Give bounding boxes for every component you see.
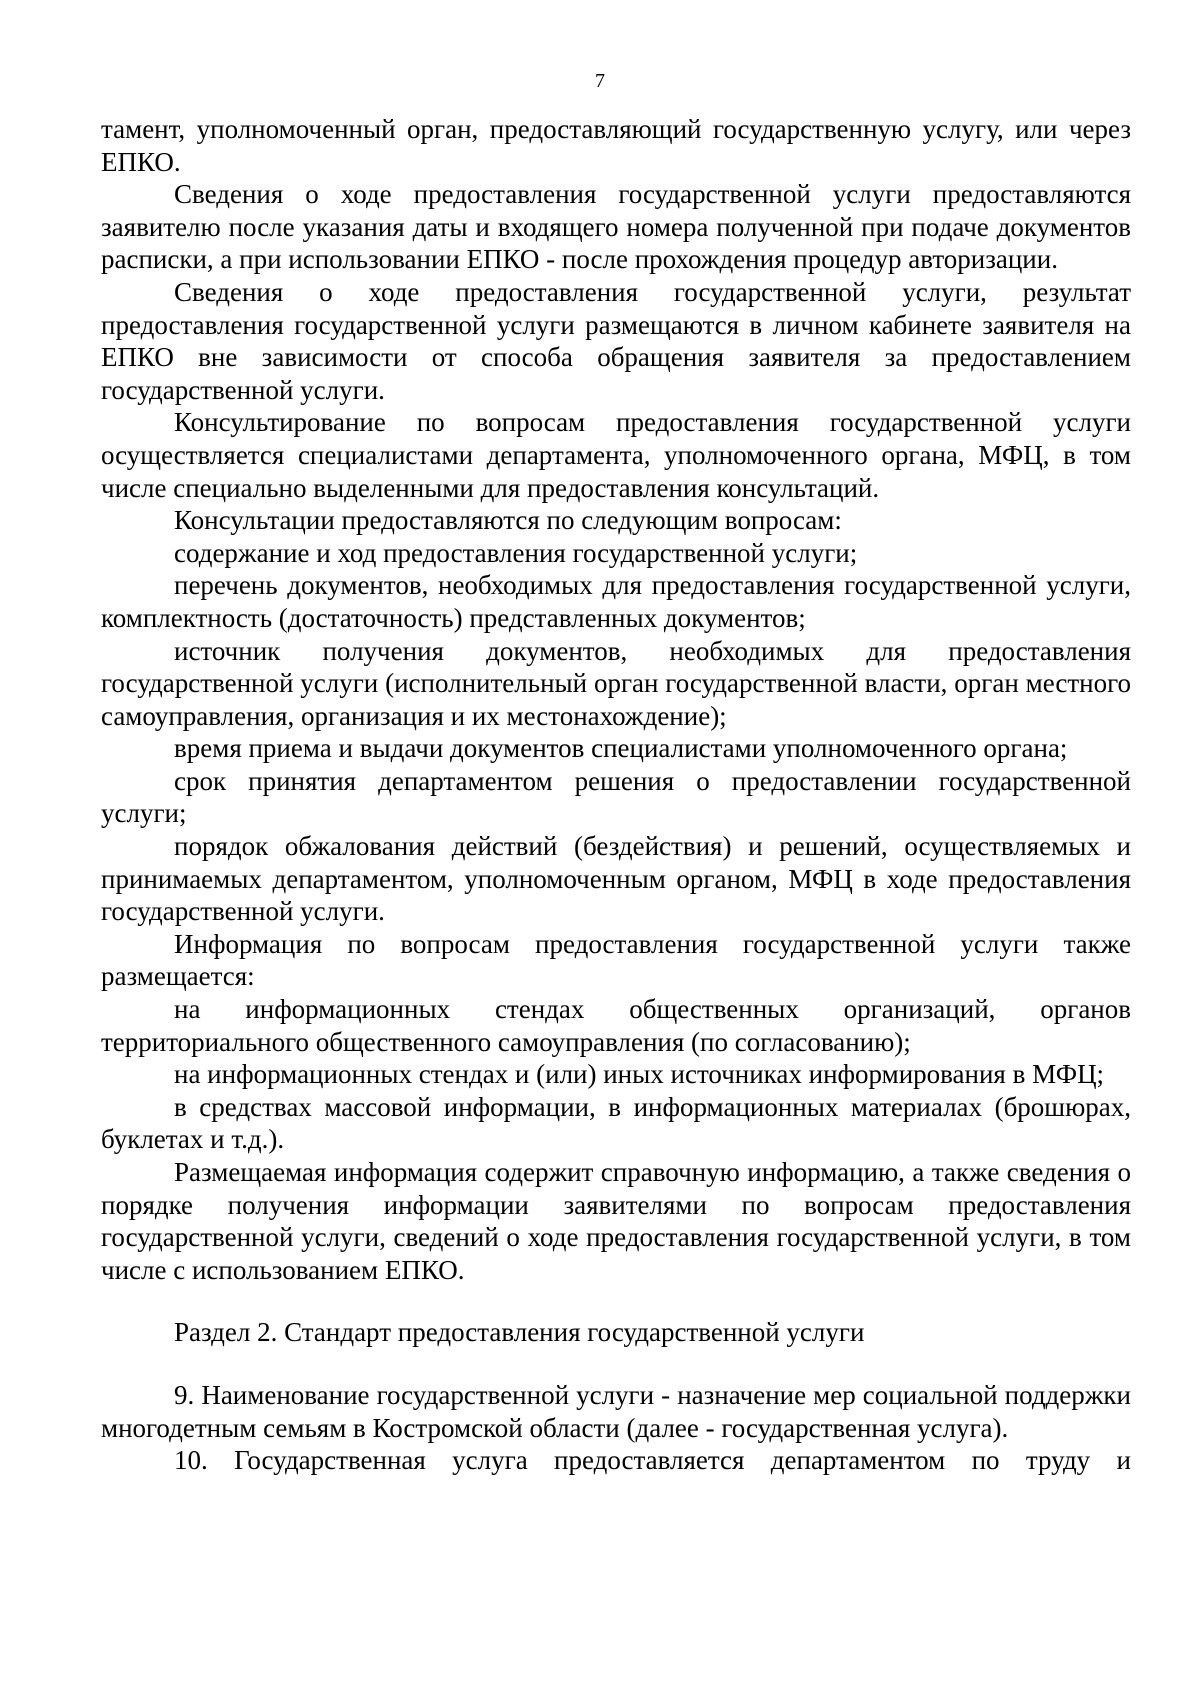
section-heading: Раздел 2. Стандарт предоставления государственной услуги: [174, 1317, 865, 1348]
body-paragraph: Сведения о ходе предоставления государственной услуги предоставляются заявителю после указания даты и входящего номера полученной при подаче документов расписки, а при использовании ЕПКО - после прохождения процедур авторизации.: [101, 179, 1131, 275]
body-paragraph: 9. Наименование государственной услуги - назначение мер социальной поддержки многодетным семьям в Костромской области (далее - государственная услуга).: [101, 1379, 1131, 1443]
body-paragraph: Сведения о ходе предоставления государственной услуги, результат предоставления государственной услуги размещаются в личном кабинете заявителя на ЕПКО вне зависимости от способа обращения заявителя за предоставлением государственной услуги.: [101, 276, 1131, 405]
body-paragraph: тамент, уполномоченный орган, предоставляющий государственную услугу, или через ЕПКО.: [101, 114, 1131, 177]
page-number: 7: [595, 70, 605, 92]
body-paragraph: Консультирование по вопросам предоставления государственной услуги осуществляется специалистами департамента, уполномоченного органа, МФЦ, в том числе специально выделенными для предоставления консультаций.: [101, 407, 1131, 503]
body-paragraph: 10. Государственная услуга предоставляется департаментом по труду и: [174, 1445, 1131, 1476]
body-paragraph: срок принятия департаментом решения о предоставлении государственной услуги;: [101, 765, 1131, 829]
body-paragraph: Консультации предоставляются по следующим вопросам:: [174, 505, 842, 536]
body-paragraph: Информация по вопросам предоставления государственной услуги также размещается:: [101, 928, 1131, 992]
body-paragraph: источник получения документов, необходимых для предоставления государственной услуги (исполнительный орган государственной власти, орган местного самоуправления, организация и их местонахождение);: [101, 635, 1131, 731]
body-paragraph: порядок обжалования действий (бездействия) и решений, осуществляемых и принимаемых департаментом, уполномоченным органом, МФЦ в ходе предоставления государственной услуги.: [101, 831, 1131, 927]
body-paragraph: содержание и ход предоставления государственной услуги;: [174, 537, 858, 568]
body-paragraph: на информационных стендах и (или) иных источниках информирования в МФЦ;: [174, 1059, 1105, 1090]
body-paragraph: перечень документов, необходимых для предоставления государственной услуги, комплектность (достаточность) представленных документов;: [101, 570, 1131, 633]
paragraphs-before-heading: [101, 113, 1131, 1286]
body-paragraph: на информационных стендах общественных организаций, органов территориального общественного самоуправления (по согласованию);: [101, 994, 1131, 1057]
body-paragraph: время приема и выдачи документов специалистами уполномоченного органа;: [174, 733, 1068, 764]
body-paragraph: в средствах массовой информации, в информационных материалах (брошюрах, буклетах и т.д.).: [101, 1091, 1131, 1155]
document-body: [101, 113, 1131, 1477]
paragraphs-after-heading: [101, 1379, 1131, 1477]
body-paragraph: Размещаемая информация содержит справочную информацию, а также сведения о порядке получения информации заявителями по вопросам предоставления государственной услуги, сведений о ходе предоставления государственной услуги, в том числе с использованием ЕПКО.: [101, 1157, 1131, 1285]
